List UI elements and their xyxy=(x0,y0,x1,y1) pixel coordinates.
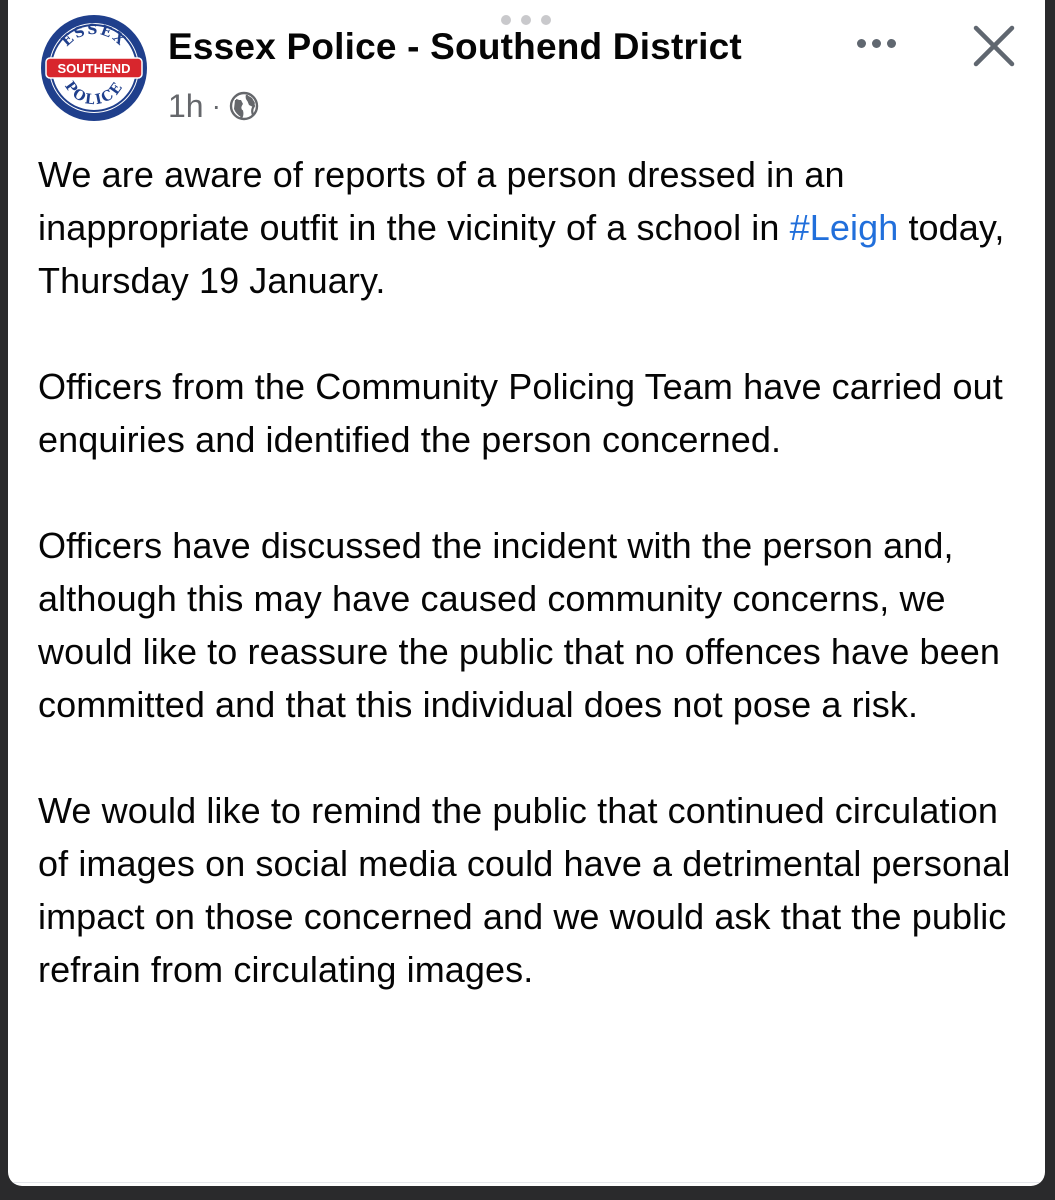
page-name-link[interactable]: Essex Police - Southend District xyxy=(168,26,742,67)
post-text xyxy=(38,148,1028,1049)
meta-separator: · xyxy=(211,90,221,121)
svg-text:SOUTHEND: SOUTHEND xyxy=(57,61,131,76)
close-icon[interactable] xyxy=(966,18,1022,74)
divider xyxy=(8,1182,1045,1183)
post-paragraph: Officers have discussed the incident with the person and, although this may have caused community concerns, we would like to reassure the public that no offences have been committed and that this individual does not pose a risk. xyxy=(38,525,1000,725)
globe-icon xyxy=(229,91,259,121)
post-paragraph: We would like to remind the public that continued circulation of images on social media could have a detrimental personal impact on those concerned and we would ask that the public refrain from circulating images. xyxy=(38,790,1011,990)
post-paragraph: We are aware of reports of a person dressed in an inappropriate outfit in the vicinity of a school in #Leigh today, Thursday 19 January. xyxy=(38,154,1005,301)
grab-handle-icon[interactable] xyxy=(501,14,551,26)
post-meta xyxy=(168,86,259,126)
svg-text:ESSEX: ESSEX xyxy=(58,21,130,50)
more-options-button[interactable] xyxy=(846,28,906,58)
post-card xyxy=(8,0,1045,1186)
post-timestamp[interactable]: 1h xyxy=(168,87,204,124)
page-avatar[interactable] xyxy=(40,14,148,122)
post-paragraph: Officers from the Community Policing Team have carried out enquiries and identified the person concerned. xyxy=(38,366,1003,460)
police-badge-logo xyxy=(40,14,148,122)
svg-text:POLICE: POLICE xyxy=(61,78,127,109)
hashtag-link[interactable]: #Leigh xyxy=(789,207,899,248)
